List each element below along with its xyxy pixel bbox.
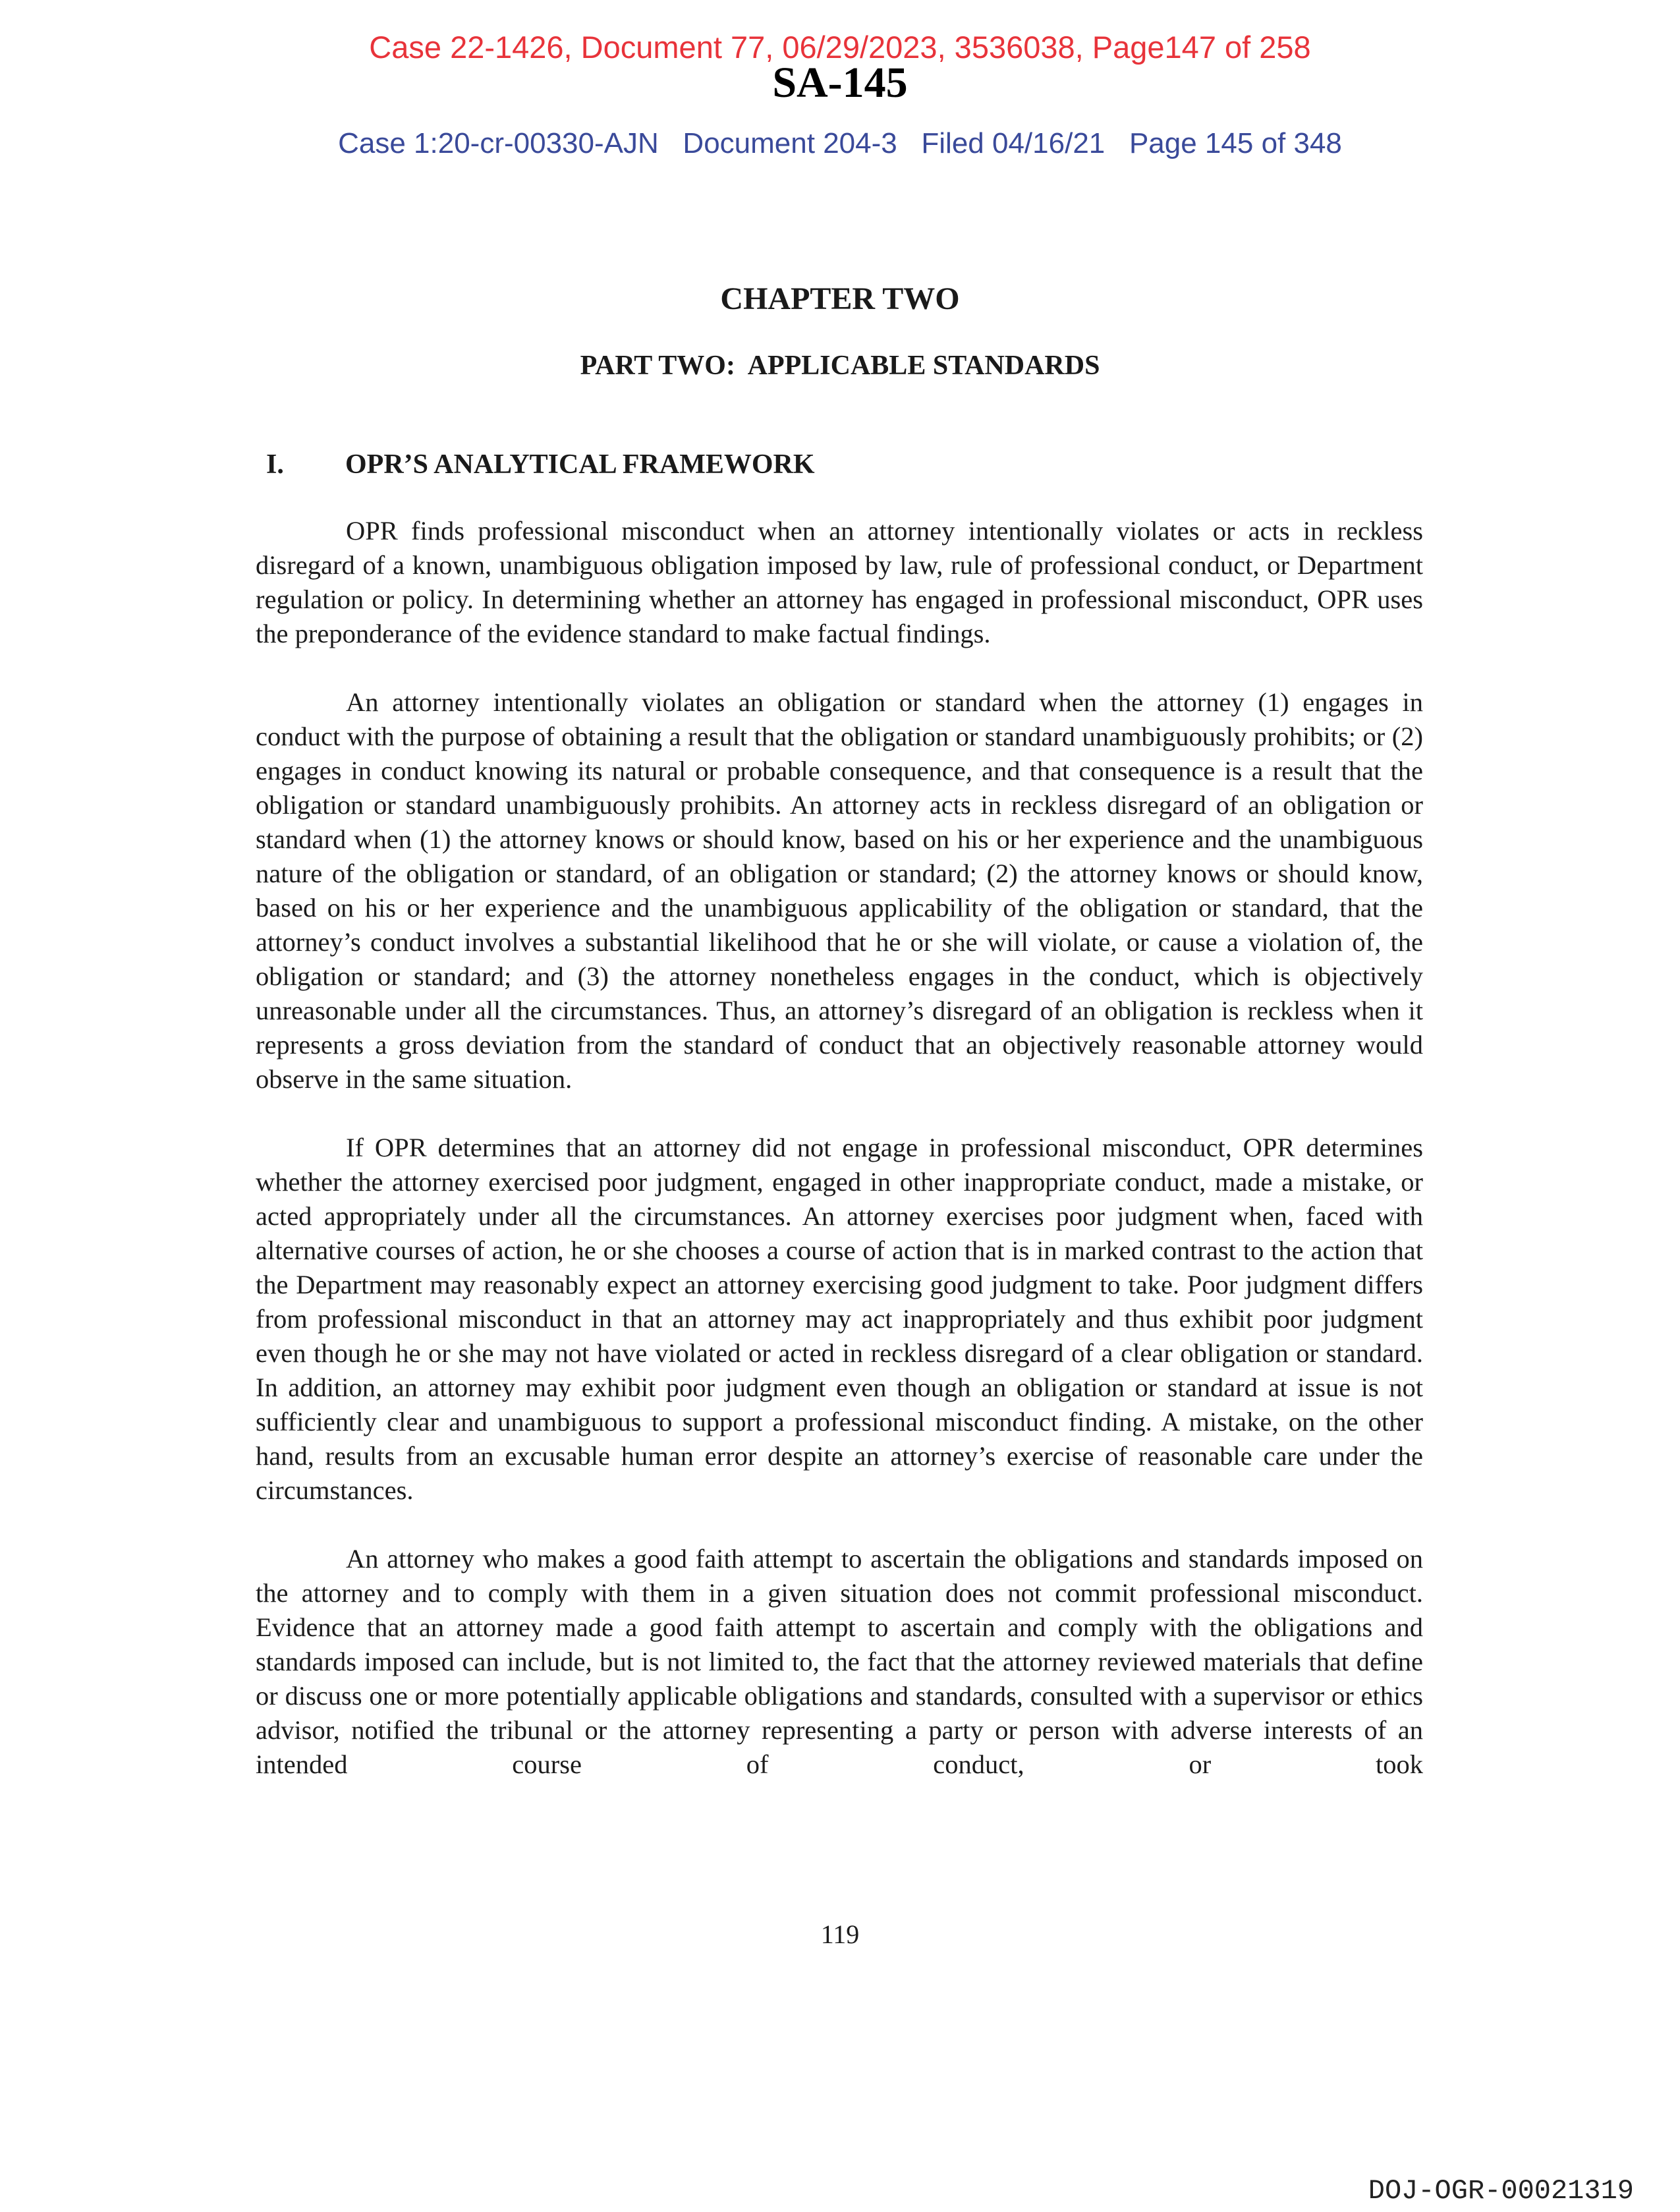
chapter-title: CHAPTER TWO <box>720 281 960 316</box>
appellate-case-header: Case 22-1426, Document 77, 06/29/2023, 3536038, Page147 of 258 <box>369 30 1311 65</box>
paragraph: If OPR determines that an attorney did not engage in professional misconduct, OPR determines whether the attorney exercised poor judgment, engaged in other inappropriate conduct, made a mistake, or acted appropriately under all the circumstances. An attorney exercises poor judgment when, faced with alternative courses of action, he or she chooses a course of action that is in marked contrast to the action that the Department may reasonably expect an attorney exercising good judgment to take. Poor judgment differs from professional misconduct in that an attorney may act inappropriately and thus exhibit poor judgment even though he or she may not have violated or acted in reckless disregard of a clear obligation or standard. In addition, an attorney may exhibit poor judgment even though an obligation or standard at issue is not sufficiently clear and unambiguous to support a professional misconduct finding. A mistake, on the other hand, results from an excusable human error despite an attorney’s exercise of reasonable care under the circumstances. <box>256 1133 1423 1505</box>
page-number: 119 <box>820 1919 860 1949</box>
body-text <box>256 514 1423 1782</box>
paragraph: An attorney who makes a good faith attempt to ascertain the obligations and standards imposed on the attorney and to comply with them in a given situation does not commit professional misconduct. Evidence that an attorney made a good faith attempt to ascertain and comply with the obligations and standards imposed can include, but is not limited to, the fact that the attorney reviewed materials that define or discuss one or more potentially applicable obligations and standards, consulted with a supervisor or ethics advisor, notified the tribunal or the attorney representing a party or person with adverse interests of an intended course of conduct, or took <box>256 1544 1423 1779</box>
section-heading <box>266 447 815 482</box>
section-title: OPR’S ANALYTICAL FRAMEWORK <box>345 449 815 480</box>
paragraph: An attorney intentionally violates an obligation or standard when the attorney (1) engages in conduct with the purpose of obtaining a result that the obligation or standard unambiguously prohibits; or (2) engages in conduct knowing its natural or probable consequence, and that consequence is a result that the obligation or standard unambiguously prohibits. An attorney acts in reckless disregard of an obligation or standard when (1) the attorney knows or should know, based on his or her experience and the unambiguous nature of the obligation or standard, of an obligation or standard; (2) the attorney knows or should know, based on his or her experience and the unambiguous applicability of the obligation or standard, that the attorney’s conduct involves a substantial likelihood that he or she will violate, or cause a violation of, the obligation or standard; and (3) the attorney nonetheless engages in the conduct, which is objectively unreasonable under all the circumstances. Thus, an attorney’s disregard of an obligation is reckless when it represents a gross deviation from the standard of conduct that an objectively reasonable attorney would observe in the same situation. <box>256 687 1423 1094</box>
bates-number: DOJ-OGR-00021319 <box>1368 2175 1634 2207</box>
appendix-page-label: SA-145 <box>772 59 908 107</box>
section-number: I. <box>266 449 284 480</box>
paragraph: OPR finds professional misconduct when an attorney intentionally violates or acts in reckless disregard of a known, unambiguous obligation imposed by law, rule of professional conduct, or Department regulation or policy. In determining whether an attorney has engaged in professional misconduct, OPR uses the preponderance of the evidence standard to make factual findings. <box>256 516 1423 648</box>
part-title: PART TWO: APPLICABLE STANDARDS <box>580 351 1100 381</box>
district-case-header: Case 1:20-cr-00330-AJN Document 204-3 Filed 04/16/21 Page 145 of 348 <box>338 127 1342 159</box>
